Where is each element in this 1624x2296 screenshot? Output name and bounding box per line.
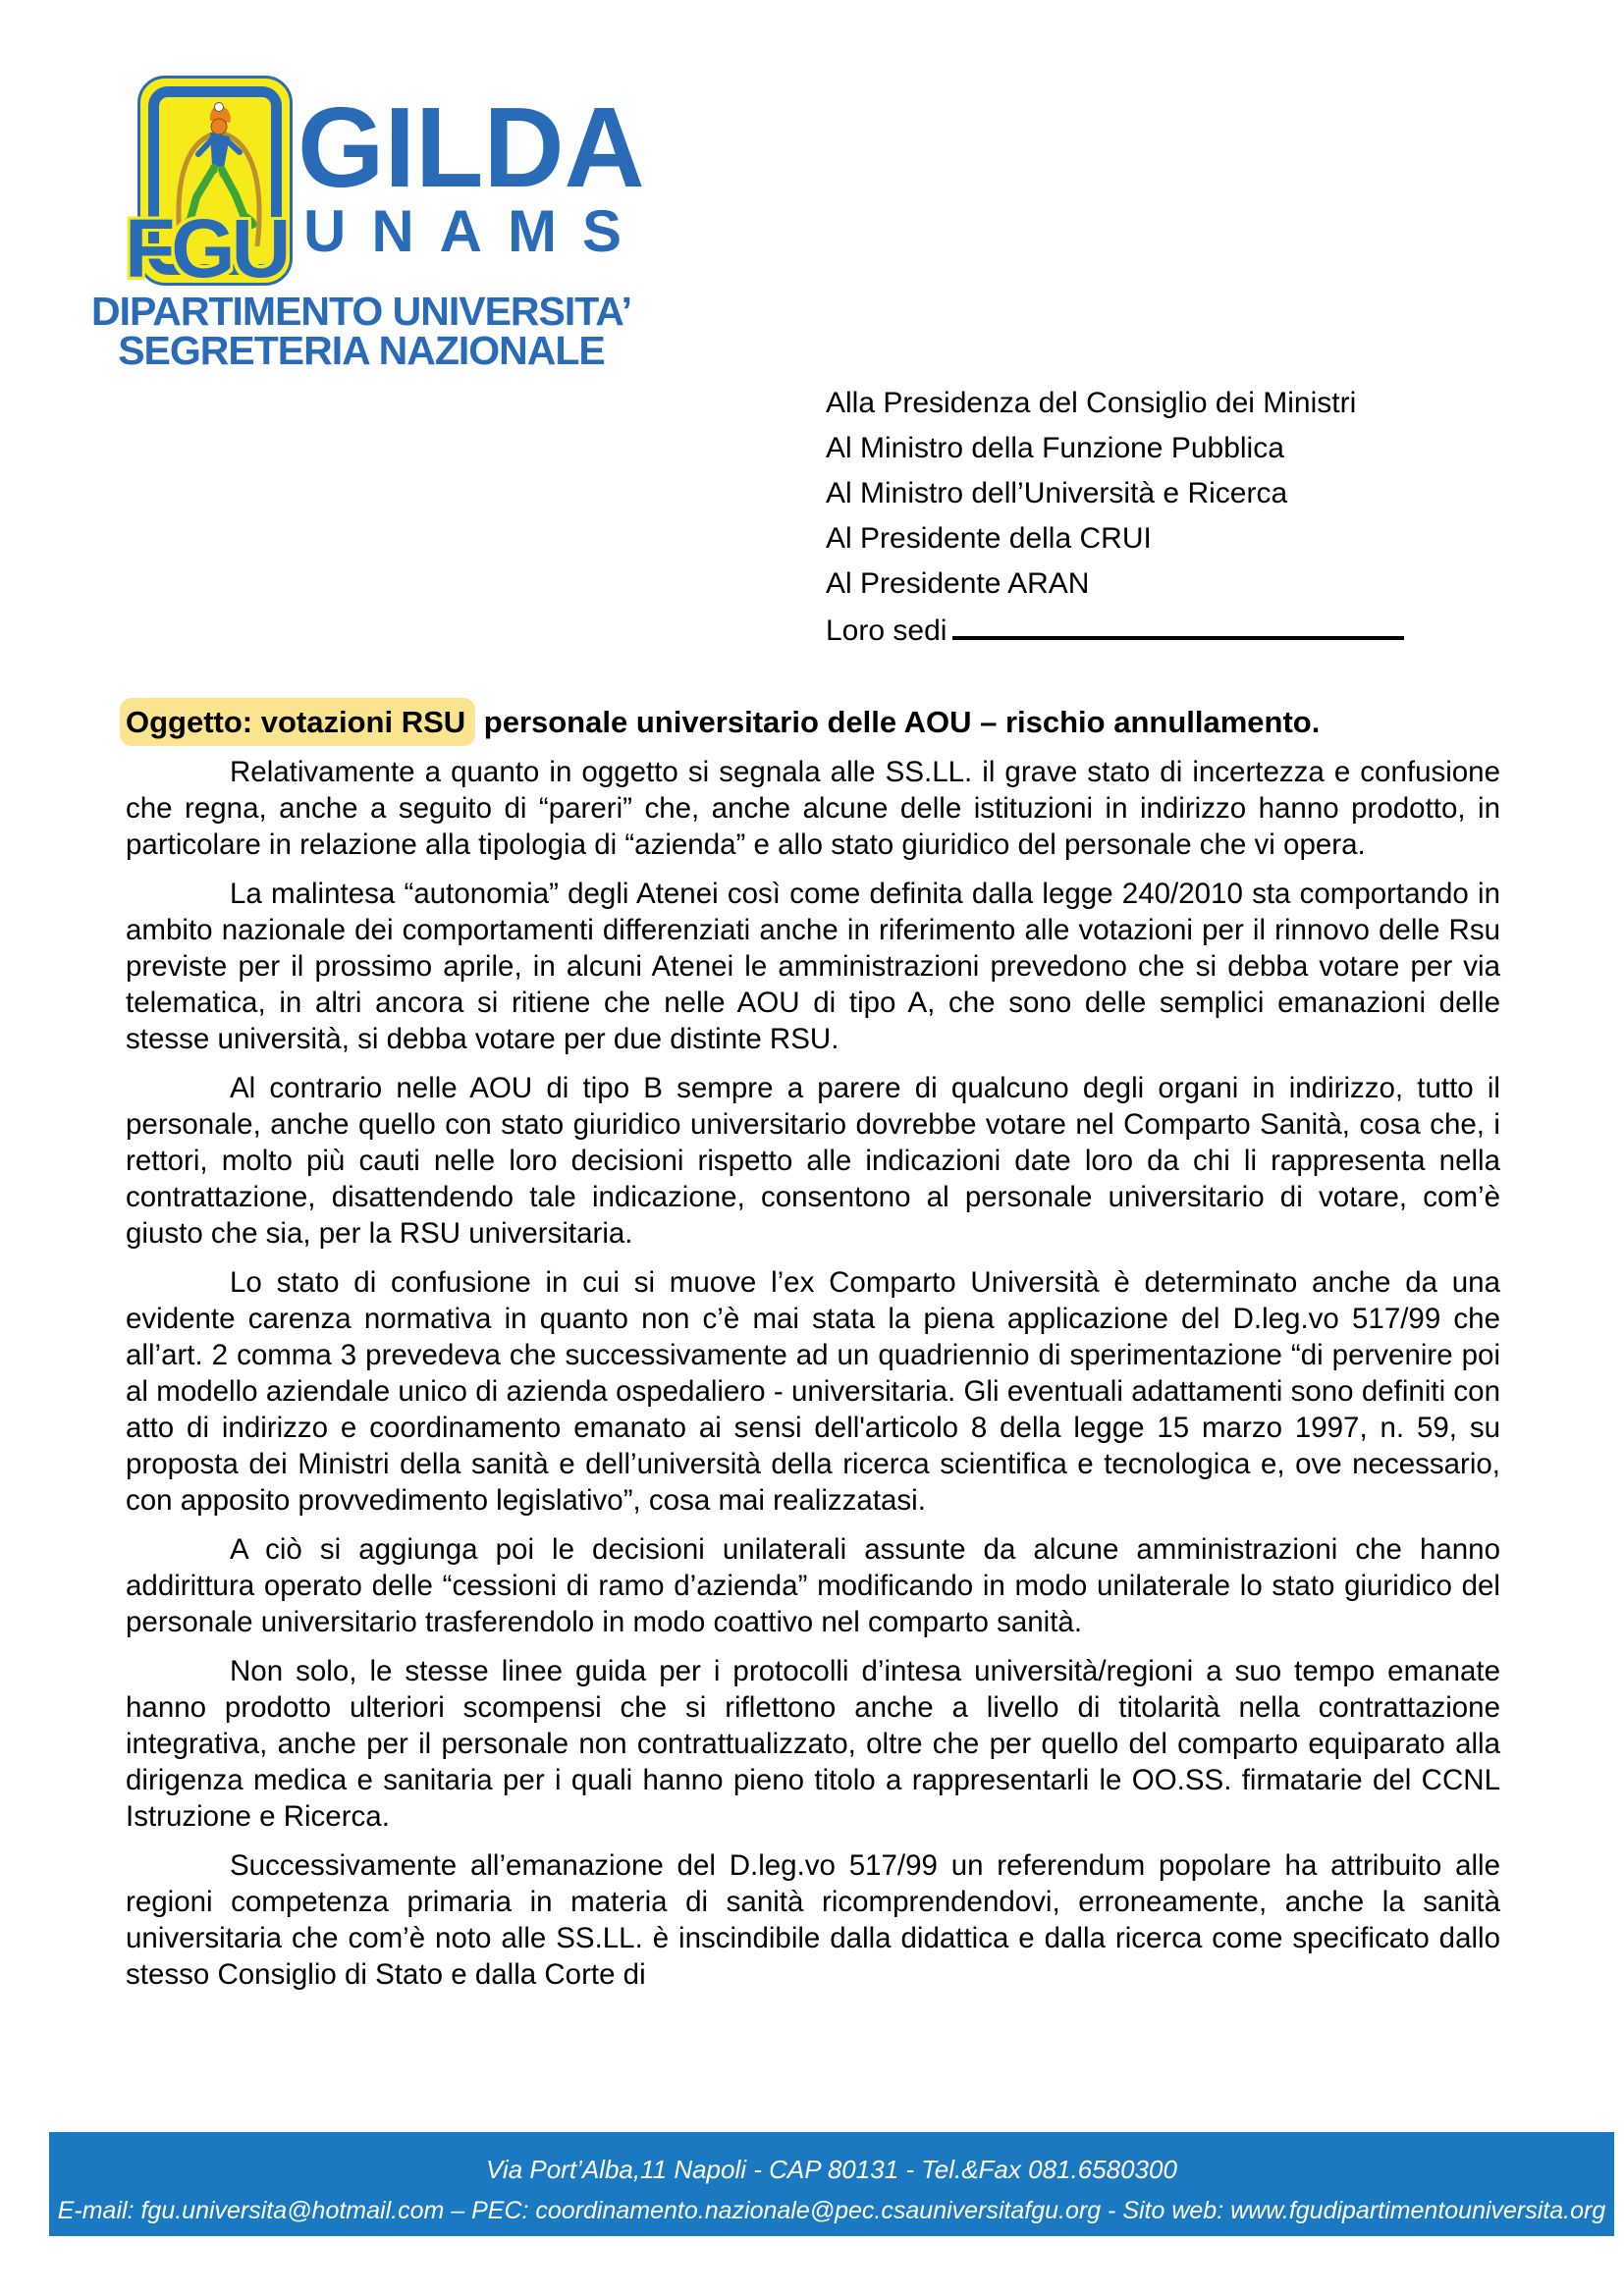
subject-highlight: Oggetto: votazioni RSU xyxy=(120,698,475,746)
loro-sedi-label: Loro sedi xyxy=(826,614,947,647)
paragraph-5: A ciò si aggiunga poi le decisioni unilaterali assunte da alcune amministrazioni che hanno addirittura operato delle “cessioni di ramo d’azienda” modificando in modo unilaterale lo stato giuridico del personale universitario trasferendolo in modo coattivo nel comparto sanità. xyxy=(126,1533,1500,1638)
loro-sedi-line xyxy=(826,607,1404,654)
paragraph-4: Lo stato di confusione in cui si muove l’ex Comparto Università è determinato anche da una evidente carenza normativa in quanto non c’è mai stata la piena applicazione del D.leg.vo 517/99 che all’art. 2 comma 3 prevedeva che successivamente ad un quadriennio di sperimentazione “di pervenire poi al modello aziendale unico di azienda ospedaliero - universitaria. Gli eventuali adattamenti sono definiti con atto di indirizzo e coordinamento emanato ai sensi dell'articolo 8 della legge 15 marzo 1997, n. 59, su proposta dei Ministri della sanità e dell’università della ricerca scientifica e tecnologica e, ove necessario, con apposito provvedimento legislativo”, cosa mai realizzatasi. xyxy=(126,1266,1500,1517)
paragraph-6: Non solo, le stesse linee guida per i protocolli d’intesa università/regioni a suo tempo emanate hanno prodotto ulteriori scompensi che si riflettono anche a livello di titolarità nella contrattazione integrativa, anche per il personale non contrattualizzato, oltre che per quello del comparto equiparato alla dirigenza medica e sanitaria per i quali hanno pieno titolo a rappresentarli le OO.SS. firmatarie del CCNL Istruzione e Ricerca. xyxy=(126,1655,1500,1833)
logo-gilda-text: GILDA xyxy=(298,83,645,211)
recipient-line: Al Ministro dell’Università e Ricerca xyxy=(826,477,1288,509)
footer-address: Via Port’Alba,11 Napoli - CAP 80131 - Tel.&Fax 081.6580300 xyxy=(486,2155,1177,2184)
recipient-line: Al Ministro della Funzione Pubblica xyxy=(826,432,1284,464)
logo-department-lines xyxy=(86,289,636,373)
paragraph-3: Al contrario nelle AOU di tipo B sempre a parere di qualcuno degli organi in indirizzo, tutto il personale, anche quello con stato giuridico universitario dovrebbe votare nel Comparto Sanità, cosa che, i rettori, molto più cauti nelle loro decisioni rispetto alle indicazioni date loro da chi li rappresenta nella contrattazione, disattendendo tale indicazione, consentono al personale universitario di votare, com’è giusto che sia, per la RSU universitaria. xyxy=(126,1072,1500,1250)
footer-contacts: E-mail: fgu.universita@hotmail.com – PEC: coordinamento.nazionale@pec.csauniversitafgu.org - Sito web: www.fgudipartimentouniversita.org xyxy=(57,2197,1606,2224)
recipients-block xyxy=(826,381,1404,654)
recipient-line: Al Presidente della CRUI xyxy=(826,522,1152,555)
department-line2: SEGRETERIA NAZIONALE xyxy=(118,328,605,373)
blank-underline xyxy=(952,607,1404,640)
department-line1: DIPARTIMENTO UNIVERSITA’ xyxy=(90,289,632,334)
recipient-line: Al Presidente ARAN xyxy=(826,567,1090,600)
recipient-line: Alla Presidenza del Consiglio dei Ministri xyxy=(826,387,1357,419)
logo-fgu-text: FGU xyxy=(125,202,288,294)
letter-body xyxy=(126,754,1500,2005)
fgu-logo-emblem xyxy=(125,76,293,294)
logo-unams-text: UNAMS xyxy=(303,198,647,264)
subject-rest: personale universitario delle AOU – rischio annullamento. xyxy=(475,705,1321,739)
footer-band xyxy=(49,2132,1614,2236)
paragraph-7: Successivamente all’emanazione del D.leg.vo 517/99 un referendum popolare ha attribuito alle regioni competenza primaria in materia di sanità ricomprendendovi, erroneamente, anche la sanità universitaria che com’è noto alle SS.LL. è inscindibile dalla didattica e dalla ricerca come specificato dallo stesso Consiglio di Stato e dalla Corte di xyxy=(126,1849,1500,1991)
subject-line xyxy=(126,699,1502,746)
paragraph-1: Relativamente a quanto in oggetto si segnala alle SS.LL. il grave stato di incertezza e confusione che regna, anche a seguito di “pareri” che, anche alcune delle istituzioni in indirizzo hanno prodotto, in particolare in relazione alla tipologia di “azienda” e allo stato giuridico del personale che vi opera. xyxy=(126,756,1500,861)
paragraph-2: La malintesa “autonomia” degli Atenei così come definita dalla legge 240/2010 sta comportando in ambito nazionale dei comportamenti differenziati anche in riferimento alle votazioni per il rinnovo delle Rsu previste per il prossimo aprile, in alcuni Atenei le amministrazioni prevedono che si debba votare per via telematica, in altri ancora si ritiene che nelle AOU di tipo A, che sono delle semplici emanazioni delle stesse università, si debba votare per due distinte RSU. xyxy=(126,878,1500,1055)
